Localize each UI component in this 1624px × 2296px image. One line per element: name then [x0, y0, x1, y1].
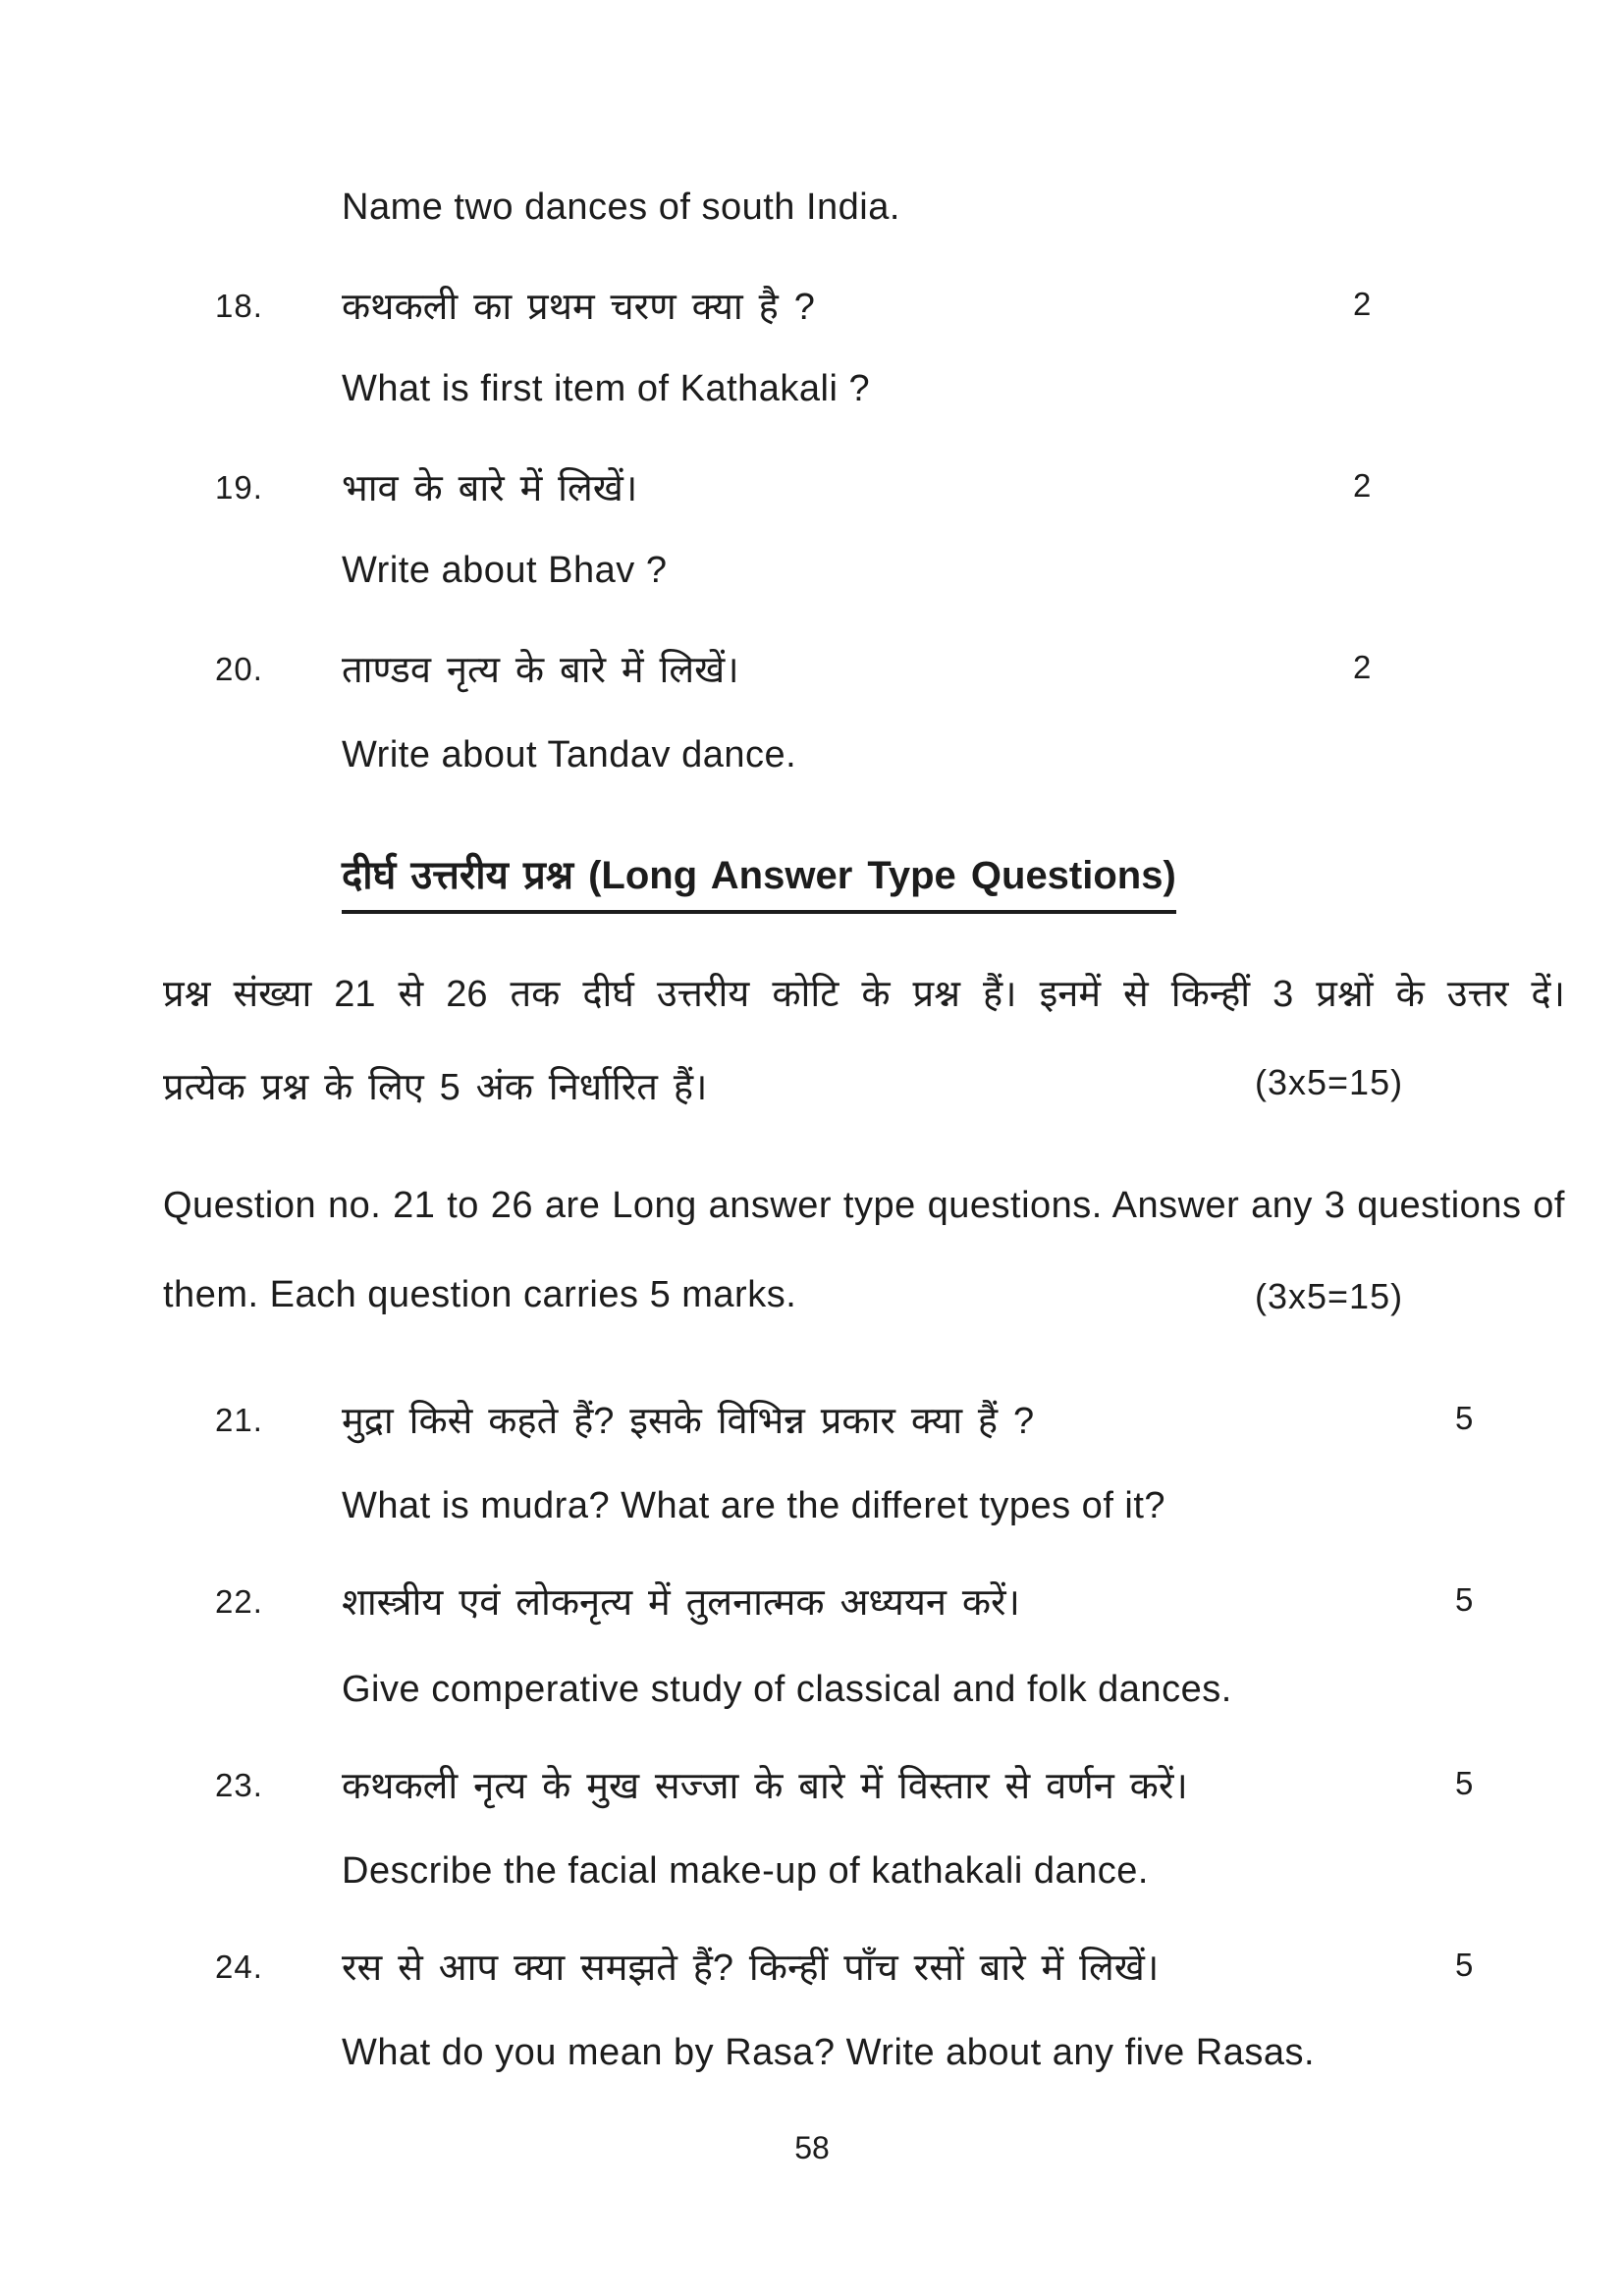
question-20-number: 20.: [215, 651, 263, 687]
question-21-row: [0, 1394, 1624, 1467]
question-23-marks: 5: [1455, 1765, 1474, 1801]
page-number: 58: [794, 2130, 830, 2165]
question-18-english-row: [0, 368, 1624, 441]
instructions-hindi-line2: प्रत्येक प्रश्न के लिए 5 अंक निर्धारित हैं।: [163, 1067, 708, 1108]
question-23-english: Describe the facial make-up of kathakali dance.: [342, 1850, 1149, 1892]
question-18-marks: 2: [1353, 286, 1372, 322]
question-21-marks: 5: [1455, 1400, 1474, 1436]
question-24-row: [0, 1941, 1624, 2013]
question-22-row: [0, 1575, 1624, 1648]
question-21-number: 21.: [215, 1402, 263, 1438]
question-18-english: What is first item of Kathakali ?: [342, 368, 871, 409]
section-heading: दीर्घ उत्तरीय प्रश्न (Long Answer Type Questions): [342, 846, 1176, 914]
carryover-english-text: Name two dances of south India.: [342, 187, 900, 228]
question-24-number: 24.: [215, 1949, 263, 1985]
question-24-english: What do you mean by Rasa? Write about any five Rasas.: [342, 2032, 1316, 2073]
question-18-number: 18.: [215, 288, 263, 324]
question-22-english: Give comperative study of classical and folk dances.: [342, 1669, 1232, 1710]
question-18-hindi: कथकली का प्रथम चरण क्या है ?: [342, 287, 815, 328]
question-19-hindi: भाव के बारे में लिखें।: [342, 468, 638, 509]
instructions-english-line2: them. Each question carries 5 marks.: [163, 1274, 797, 1315]
question-21-hindi: मुद्रा किसे कहते हैं? इसके विभिन्न प्रकार क्या हैं ?: [342, 1401, 1035, 1442]
instructions-hindi-line1: प्रश्न संख्या 21 से 26 तक दीर्घ उत्तरीय कोटि के प्रश्न हैं। इनमें से किन्हीं 3 प्रश्नों के उत्तर दें।: [163, 974, 1565, 1015]
question-22-number: 22.: [215, 1583, 263, 1620]
question-21-english-row: [0, 1485, 1624, 1558]
instructions-english-line1: Question no. 21 to 26 are Long answer type questions. Answer any 3 questions of: [163, 1185, 1565, 1226]
question-22-hindi: शास्त्रीय एवं लोकनृत्य में तुलनात्मक अध्ययन करें।: [342, 1582, 1020, 1624]
instructions-hindi-line1-row: [0, 967, 1624, 1040]
question-19-english-row: [0, 550, 1624, 622]
question-19-row: [0, 461, 1624, 534]
section-heading-row: [0, 846, 1624, 934]
question-24-marks: 5: [1455, 1947, 1474, 1983]
question-22-marks: 5: [1455, 1581, 1474, 1618]
question-23-hindi: कथकली नृत्य के मुख सज्जा के बारे में विस्तार से वर्णन करें।: [342, 1766, 1188, 1807]
instructions-english-line1-row: [0, 1185, 1624, 1257]
instructions-english-marks-scheme: (3x5=15): [1255, 1276, 1404, 1316]
question-23-number: 23.: [215, 1767, 263, 1803]
question-20-english: Write about Tandav dance.: [342, 734, 797, 775]
instructions-hindi-line2-row: [0, 1060, 1624, 1133]
question-21-english: What is mudra? What are the differet types of it?: [342, 1485, 1166, 1526]
instructions-hindi-marks-scheme: (3x5=15): [1255, 1062, 1404, 1102]
question-23-english-row: [0, 1850, 1624, 1923]
instructions-english-line2-row: [0, 1274, 1624, 1347]
carryover-question-row: [0, 187, 1624, 259]
question-19-marks: 2: [1353, 467, 1372, 504]
question-22-english-row: [0, 1669, 1624, 1741]
question-20-english-row: [0, 734, 1624, 807]
question-24-english-row: [0, 2032, 1624, 2105]
question-24-hindi: रस से आप क्या समझते हैं? किन्हीं पाँच रसों बारे में लिखें।: [342, 1948, 1160, 1989]
question-19-english: Write about Bhav ?: [342, 550, 668, 591]
question-20-hindi: ताण्डव नृत्य के बारे में लिखें।: [342, 650, 739, 691]
question-18-row: [0, 280, 1624, 352]
question-20-marks: 2: [1353, 649, 1372, 685]
question-19-number: 19.: [215, 469, 263, 506]
question-23-row: [0, 1759, 1624, 1832]
question-20-row: [0, 643, 1624, 716]
